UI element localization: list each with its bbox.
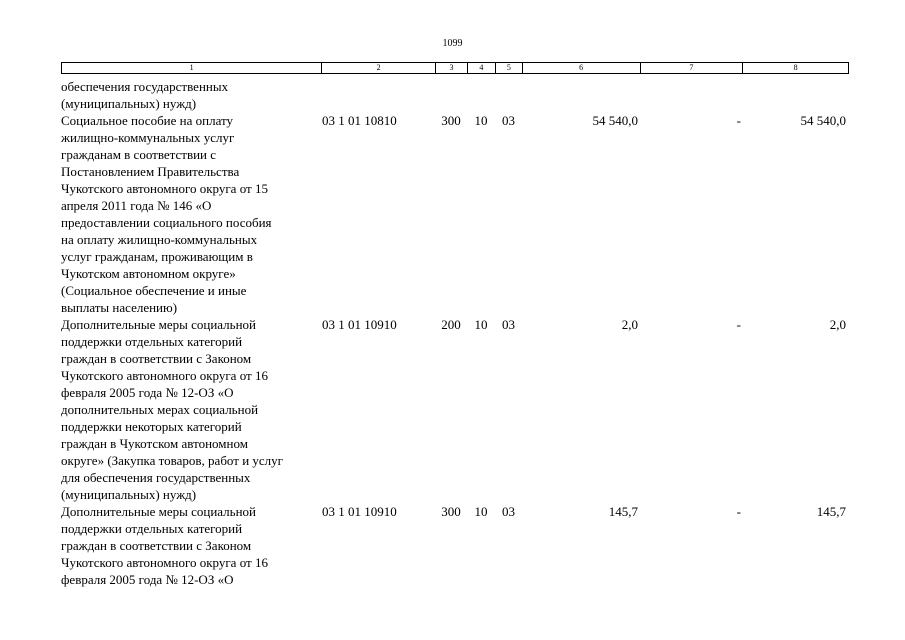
section-cell: 10 <box>474 113 488 128</box>
description-line: апреля 2011 года № 146 «О <box>61 198 212 213</box>
description-line: Постановлением Правительства <box>61 164 240 179</box>
header-col-1: 1 <box>189 63 194 72</box>
row-description <box>61 316 321 503</box>
header-col-5: 5 <box>495 63 522 73</box>
budget-code-cell: 03 1 01 10910 <box>322 504 397 519</box>
description-line: поддержки отдельных категорий <box>61 334 243 349</box>
amount-col8-cell: 2,0 <box>829 317 846 332</box>
description-line: для обеспечения государственных <box>61 470 251 485</box>
subsection-cell <box>495 78 522 112</box>
table-header-row <box>61 62 849 74</box>
budget-code-cell: 03 1 01 10910 <box>322 317 397 332</box>
table-row <box>61 112 849 316</box>
description-line: на оплату жилищно-коммунальных <box>61 232 258 247</box>
header-col-7: 7 <box>640 63 743 73</box>
description-line: поддержки отдельных категорий <box>61 521 243 536</box>
description-line: Чукотского автономного округа от 15 <box>61 181 268 196</box>
amount-col6-cell <box>522 78 640 112</box>
description-line: дополнительных мерах социальной <box>61 402 259 417</box>
amount-col6-cell: 145,7 <box>608 504 638 519</box>
subsection-cell: 03 <box>502 504 515 519</box>
table-body <box>61 78 849 588</box>
budget-code-cell <box>321 78 435 112</box>
description-line: февраля 2005 года № 12-ОЗ «О <box>61 385 234 400</box>
header-col-2: 2 <box>321 63 435 73</box>
section-cell <box>467 78 495 112</box>
description-line: Чукотском автономном округе» <box>61 266 236 281</box>
description-line: граждан в соответствии с Законом <box>61 538 252 553</box>
description-line: февраля 2005 года № 12-ОЗ «О <box>61 572 234 587</box>
page-number: 1099 <box>442 38 463 49</box>
row-description <box>61 503 321 588</box>
header-col-3: 3 <box>435 63 467 73</box>
description-line: округе» (Закупка товаров, работ и услуг <box>61 453 283 468</box>
budget-code-cell: 03 1 01 10810 <box>322 113 397 128</box>
description-line: гражданам в соответствии с <box>61 147 217 162</box>
subsection-cell: 03 <box>502 113 515 128</box>
header-col-4: 4 <box>467 63 495 73</box>
amount-col8-cell: 54 540,0 <box>800 113 846 128</box>
row-description <box>61 78 321 112</box>
section-cell: 10 <box>474 504 488 519</box>
expense-type-cell: 300 <box>441 504 461 519</box>
table-row <box>61 503 849 588</box>
description-line: (муниципальных) нужд) <box>61 96 197 111</box>
description-line: Социальное пособие на оплату <box>61 113 234 128</box>
amount-col6-cell: 54 540,0 <box>592 113 638 128</box>
amount-col7-cell: - <box>736 113 741 128</box>
description-line: жилищно-коммунальных услуг <box>61 130 235 145</box>
description-line: Чукотского автономного округа от 16 <box>61 368 268 383</box>
amount-col7-cell: - <box>736 504 741 519</box>
expense-type-cell: 300 <box>441 113 461 128</box>
row-description <box>61 112 321 316</box>
amount-col8-cell <box>743 78 849 112</box>
amount-col8-cell: 145,7 <box>816 504 846 519</box>
table-row <box>61 316 849 503</box>
header-col-8: 8 <box>742 63 848 73</box>
description-line: (Социальное обеспечение и иные <box>61 283 247 298</box>
header-col-6: 6 <box>522 63 640 73</box>
description-line: граждан в Чукотском автономном <box>61 436 248 451</box>
description-line: поддержки некоторых категорий <box>61 419 242 434</box>
section-cell: 10 <box>474 317 488 332</box>
description-line: Чукотского автономного округа от 16 <box>61 555 268 570</box>
description-line: (муниципальных) нужд) <box>61 487 197 502</box>
description-line: выплаты населению) <box>61 300 178 315</box>
subsection-cell: 03 <box>502 317 515 332</box>
description-line: услуг гражданам, проживающим в <box>61 249 253 264</box>
table-row <box>61 78 849 112</box>
amount-col6-cell: 2,0 <box>621 317 638 332</box>
description-line: Дополнительные меры социальной <box>61 317 257 332</box>
amount-col7-cell <box>640 78 743 112</box>
expense-type-cell: 200 <box>441 317 461 332</box>
description-line: обеспечения государственных <box>61 79 229 94</box>
description-line: Дополнительные меры социальной <box>61 504 257 519</box>
description-line: предоставлении социального пособия <box>61 215 272 230</box>
expense-type-cell <box>435 78 467 112</box>
amount-col7-cell: - <box>736 317 741 332</box>
description-line: граждан в соответствии с Законом <box>61 351 252 366</box>
